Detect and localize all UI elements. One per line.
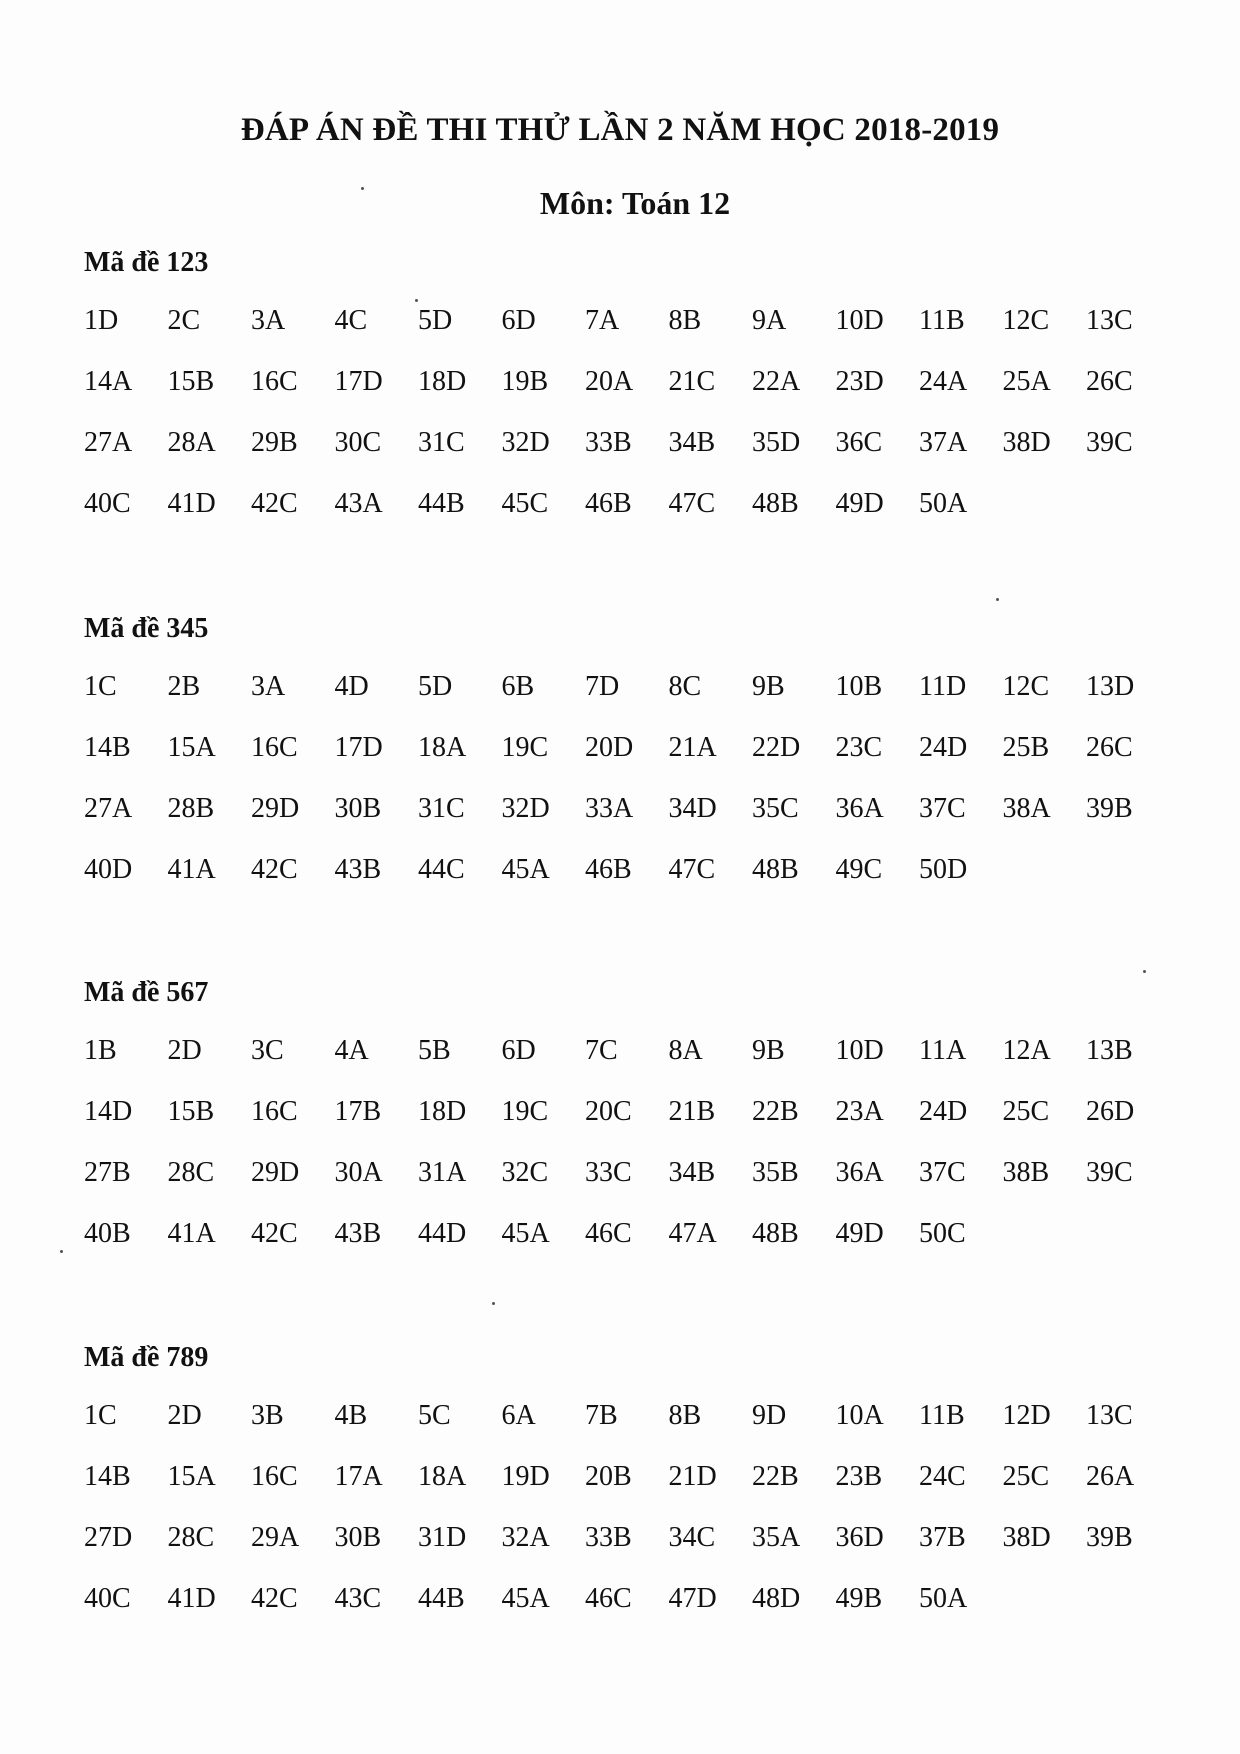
scan-speck — [492, 1302, 495, 1305]
answer-item: 12D — [1002, 1400, 1051, 1431]
answer-item: 37C — [919, 793, 966, 824]
answer-item: 39C — [1086, 427, 1133, 458]
scan-speck — [996, 598, 999, 601]
answer-item: 20A — [585, 366, 634, 397]
answer-item: 20D — [585, 732, 634, 763]
answer-item: 1B — [84, 1035, 117, 1066]
answer-item: 47C — [668, 854, 716, 885]
answer-item: 4D — [334, 671, 369, 702]
answer-item: 30A — [334, 1157, 383, 1188]
answer-item: 30C — [334, 427, 382, 458]
answer-item: 33C — [585, 1157, 632, 1188]
answer-item: 50C — [919, 1218, 966, 1249]
answer-item: 21B — [668, 1096, 716, 1127]
answer-item: 2D — [167, 1035, 202, 1066]
answer-item: 50D — [919, 854, 968, 885]
answer-item: 23A — [835, 1096, 884, 1127]
answer-item: 31A — [418, 1157, 467, 1188]
answer-item: 21C — [668, 366, 716, 397]
answer-item: 15B — [167, 1096, 215, 1127]
scan-speck — [1143, 970, 1146, 973]
answer-item: 32A — [501, 1522, 550, 1553]
answer-grid — [84, 1031, 1174, 1275]
answer-item: 11B — [919, 305, 965, 336]
answer-item: 13C — [1086, 305, 1133, 336]
answer-item: 8B — [668, 1400, 702, 1431]
answer-item: 50A — [919, 1583, 968, 1614]
answer-item: 46C — [585, 1218, 632, 1249]
document-title: ĐÁP ÁN ĐỀ THI THỬ LẦN 2 NĂM HỌC 2018-2019 — [240, 112, 1000, 148]
answer-item: 18D — [418, 366, 467, 397]
answer-item: 4A — [334, 1035, 369, 1066]
answer-item: 25B — [1002, 732, 1050, 763]
scan-speck — [361, 187, 364, 190]
answer-item: 29B — [251, 427, 298, 458]
answer-item: 5D — [418, 305, 453, 336]
answer-grid — [84, 667, 1174, 911]
answer-item: 13D — [1086, 671, 1135, 702]
answer-item: 9B — [752, 671, 785, 702]
answer-item: 12C — [1002, 305, 1050, 336]
answer-item: 7D — [585, 671, 620, 702]
answer-item: 32D — [501, 793, 550, 824]
answer-item: 48B — [752, 1218, 799, 1249]
answer-item: 45A — [501, 1218, 550, 1249]
answer-item: 40C — [84, 1583, 131, 1614]
answer-item: 19B — [501, 366, 549, 397]
answer-item: 35C — [752, 793, 799, 824]
answer-item: 5B — [418, 1035, 451, 1066]
answer-item: 19C — [501, 1096, 549, 1127]
answer-item: 25A — [1002, 366, 1051, 397]
answer-item: 3C — [251, 1035, 284, 1066]
answer-item: 46B — [585, 854, 632, 885]
answer-item: 12C — [1002, 671, 1050, 702]
answer-item: 34C — [668, 1522, 716, 1553]
answer-item: 1C — [84, 671, 117, 702]
answer-item: 17D — [334, 732, 383, 763]
answer-item: 23B — [835, 1461, 883, 1492]
answer-item: 47C — [668, 488, 716, 519]
answer-item: 39B — [1086, 1522, 1133, 1553]
answer-item: 22A — [752, 366, 801, 397]
answer-item: 47D — [668, 1583, 717, 1614]
exam-code-heading: Mã đề 789 — [84, 1342, 209, 1373]
answer-item: 48B — [752, 488, 799, 519]
scan-speck — [60, 1250, 63, 1253]
answer-item: 7B — [585, 1400, 618, 1431]
answer-item: 15A — [167, 1461, 216, 1492]
answer-item: 21D — [668, 1461, 717, 1492]
answer-item: 6D — [501, 1035, 536, 1066]
answer-item: 10A — [835, 1400, 884, 1431]
answer-item: 25C — [1002, 1461, 1050, 1492]
answer-item: 37A — [919, 427, 968, 458]
answer-item: 4C — [334, 305, 368, 336]
answer-item: 31C — [418, 427, 465, 458]
answer-item: 29D — [251, 793, 300, 824]
answer-item: 18A — [418, 1461, 467, 1492]
answer-item: 16C — [251, 732, 298, 763]
answer-item: 23C — [835, 732, 883, 763]
answer-item: 41D — [167, 488, 216, 519]
answer-item: 45A — [501, 1583, 550, 1614]
answer-item: 48D — [752, 1583, 801, 1614]
answer-item: 26A — [1086, 1461, 1135, 1492]
answer-item: 27A — [84, 427, 133, 458]
answer-item: 31C — [418, 793, 465, 824]
answer-item: 44B — [418, 1583, 465, 1614]
answer-item: 38D — [1002, 427, 1051, 458]
answer-item: 2C — [167, 305, 201, 336]
answer-item: 2D — [167, 1400, 202, 1431]
answer-item: 10B — [835, 671, 883, 702]
answer-item: 38A — [1002, 793, 1051, 824]
answer-item: 2B — [167, 671, 201, 702]
answer-item: 3B — [251, 1400, 284, 1431]
exam-code-section — [84, 609, 1174, 911]
answer-grid — [84, 301, 1174, 545]
answer-item: 14B — [84, 732, 131, 763]
answer-item: 43A — [334, 488, 383, 519]
answer-item: 12A — [1002, 1035, 1051, 1066]
answer-item: 7A — [585, 305, 620, 336]
answer-item: 40D — [84, 854, 133, 885]
answer-item: 5C — [418, 1400, 451, 1431]
answer-item: 35A — [752, 1522, 801, 1553]
answer-item: 15B — [167, 366, 215, 397]
answer-item: 17D — [334, 366, 383, 397]
answer-item: 43C — [334, 1583, 382, 1614]
answer-item: 45C — [501, 488, 549, 519]
answer-item: 26C — [1086, 732, 1133, 763]
exam-code-section — [84, 243, 1174, 545]
answer-item: 36C — [835, 427, 883, 458]
answer-item: 28A — [167, 427, 216, 458]
answer-item: 36D — [835, 1522, 884, 1553]
answer-item: 25C — [1002, 1096, 1050, 1127]
answer-item: 5D — [418, 671, 453, 702]
exam-code-heading: Mã đề 345 — [84, 613, 209, 644]
answer-item: 19D — [501, 1461, 550, 1492]
answer-item: 28C — [167, 1157, 215, 1188]
answer-item: 27D — [84, 1522, 133, 1553]
answer-item: 1D — [84, 305, 119, 336]
answer-item: 34B — [668, 427, 716, 458]
answer-item: 13B — [1086, 1035, 1133, 1066]
answer-item: 4B — [334, 1400, 368, 1431]
answer-item: 3A — [251, 671, 286, 702]
answer-item: 49D — [835, 1218, 884, 1249]
answer-item: 43B — [334, 1218, 382, 1249]
answer-item: 1C — [84, 1400, 117, 1431]
answer-item: 9A — [752, 305, 787, 336]
answer-item: 6D — [501, 305, 536, 336]
exam-code-heading: Mã đề 567 — [84, 977, 209, 1008]
answer-item: 39B — [1086, 793, 1133, 824]
answer-item: 26C — [1086, 366, 1133, 397]
answer-item: 50A — [919, 488, 968, 519]
answer-item: 37B — [919, 1522, 966, 1553]
answer-item: 24C — [919, 1461, 966, 1492]
answer-item: 9B — [752, 1035, 785, 1066]
answer-item: 11D — [919, 671, 967, 702]
answer-item: 16C — [251, 1461, 298, 1492]
answer-item: 28B — [167, 793, 215, 824]
answer-item: 24D — [919, 1096, 968, 1127]
answer-item: 24A — [919, 366, 968, 397]
answer-item: 9D — [752, 1400, 787, 1431]
answer-item: 8C — [668, 671, 702, 702]
answer-item: 40B — [84, 1218, 131, 1249]
answer-item: 20B — [585, 1461, 632, 1492]
answer-item: 36A — [835, 793, 884, 824]
answer-item: 24D — [919, 732, 968, 763]
answer-item: 22B — [752, 1461, 799, 1492]
answer-item: 3A — [251, 305, 286, 336]
answer-item: 46B — [585, 488, 632, 519]
answer-item: 28C — [167, 1522, 215, 1553]
answer-item: 31D — [418, 1522, 467, 1553]
answer-item: 17A — [334, 1461, 383, 1492]
answer-item: 6A — [501, 1400, 536, 1431]
answer-item: 29D — [251, 1157, 300, 1188]
answer-item: 48B — [752, 854, 799, 885]
answer-item: 43B — [334, 854, 382, 885]
answer-item: 49C — [835, 854, 883, 885]
answer-item: 42C — [251, 854, 298, 885]
answer-item: 39C — [1086, 1157, 1133, 1188]
answer-item: 38B — [1002, 1157, 1050, 1188]
answer-item: 45A — [501, 854, 550, 885]
answer-item: 7C — [585, 1035, 618, 1066]
answer-item: 32D — [501, 427, 550, 458]
answer-item: 42C — [251, 488, 298, 519]
answer-item: 15A — [167, 732, 216, 763]
exam-code-section — [84, 1338, 1174, 1640]
answer-item: 40C — [84, 488, 131, 519]
answer-item: 33B — [585, 427, 632, 458]
answer-item: 19C — [501, 732, 549, 763]
answer-item: 37C — [919, 1157, 966, 1188]
answer-item: 42C — [251, 1218, 298, 1249]
answer-item: 41A — [167, 854, 216, 885]
answer-item: 49D — [835, 488, 884, 519]
answer-item: 23D — [835, 366, 884, 397]
answer-item: 44C — [418, 854, 465, 885]
answer-item: 14A — [84, 366, 133, 397]
answer-item: 16C — [251, 366, 298, 397]
answer-item: 38D — [1002, 1522, 1051, 1553]
answer-item: 27A — [84, 793, 133, 824]
answer-item: 35B — [752, 1157, 799, 1188]
answer-item: 6B — [501, 671, 535, 702]
answer-item: 41A — [167, 1218, 216, 1249]
answer-item: 11A — [919, 1035, 967, 1066]
answer-item: 8A — [668, 1035, 703, 1066]
answer-item: 20C — [585, 1096, 632, 1127]
answer-item: 44B — [418, 488, 465, 519]
answer-item: 29A — [251, 1522, 300, 1553]
answer-item: 33B — [585, 1522, 632, 1553]
answer-item: 30B — [334, 1522, 382, 1553]
exam-code-heading: Mã đề 123 — [84, 247, 209, 278]
answer-item: 10D — [835, 1035, 884, 1066]
answer-item: 30B — [334, 793, 382, 824]
answer-item: 18D — [418, 1096, 467, 1127]
answer-item: 35D — [752, 427, 801, 458]
answer-item: 14B — [84, 1461, 131, 1492]
answer-item: 33A — [585, 793, 634, 824]
answer-item: 8B — [668, 305, 702, 336]
answer-item: 46C — [585, 1583, 632, 1614]
answer-item: 44D — [418, 1218, 467, 1249]
answer-item: 22D — [752, 732, 801, 763]
answer-item: 16C — [251, 1096, 298, 1127]
answer-item: 13C — [1086, 1400, 1133, 1431]
answer-item: 36A — [835, 1157, 884, 1188]
answer-item: 10D — [835, 305, 884, 336]
answer-item: 41D — [167, 1583, 216, 1614]
answer-item: 42C — [251, 1583, 298, 1614]
scan-speck — [415, 299, 418, 302]
document-subtitle: Môn: Toán 12 — [539, 185, 731, 221]
answer-item: 32C — [501, 1157, 549, 1188]
answer-item: 22B — [752, 1096, 799, 1127]
answer-item: 34D — [668, 793, 717, 824]
answer-item: 27B — [84, 1157, 131, 1188]
answer-item: 17B — [334, 1096, 382, 1127]
answer-item: 47A — [668, 1218, 717, 1249]
answer-item: 49B — [835, 1583, 883, 1614]
answer-item: 11B — [919, 1400, 965, 1431]
answer-item: 21A — [668, 732, 717, 763]
answer-item: 14D — [84, 1096, 133, 1127]
answer-item: 26D — [1086, 1096, 1135, 1127]
answer-item: 34B — [668, 1157, 716, 1188]
answer-grid — [84, 1396, 1174, 1640]
answer-item: 18A — [418, 732, 467, 763]
exam-code-section — [84, 973, 1174, 1275]
